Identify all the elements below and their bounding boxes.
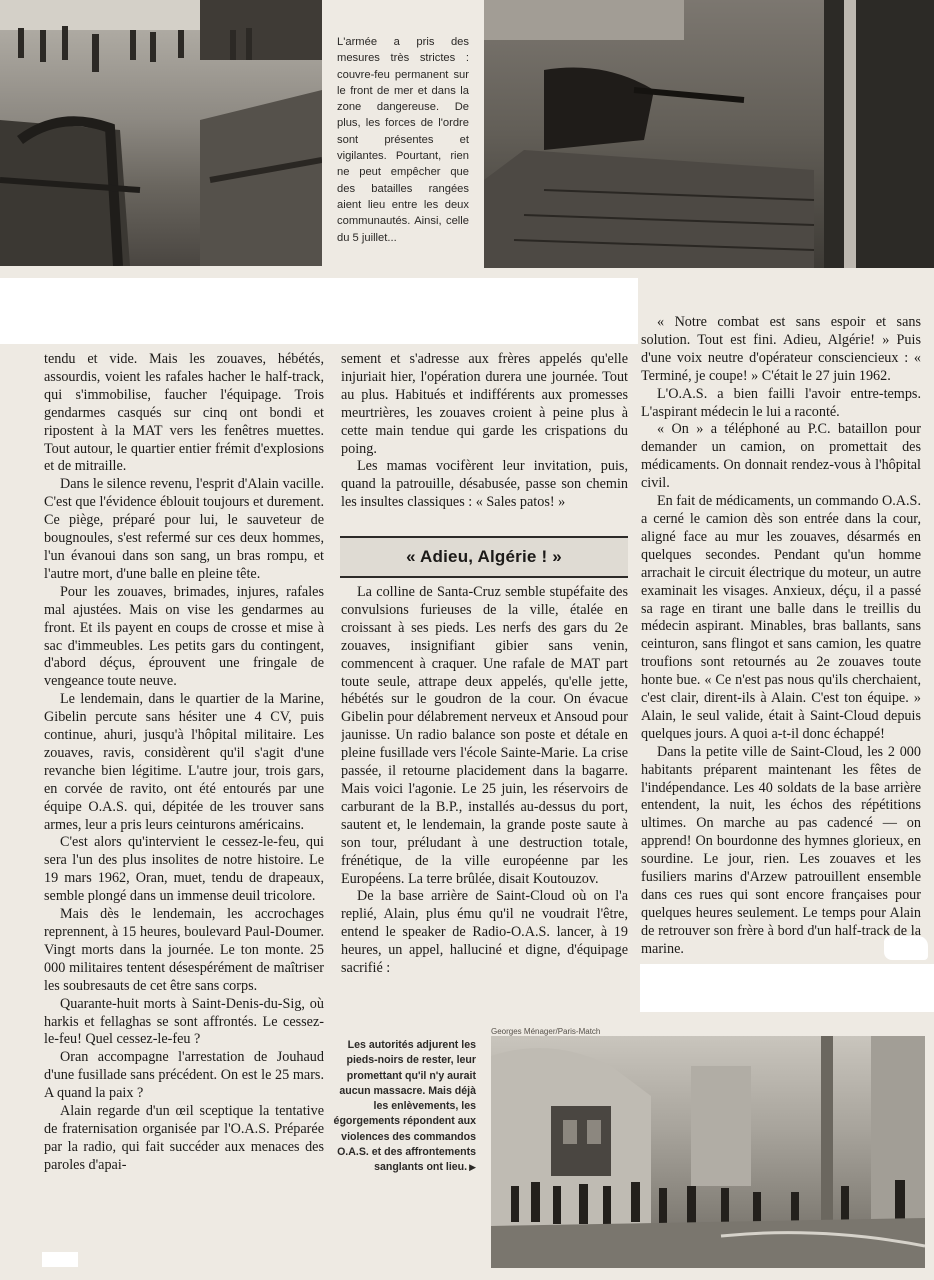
photo-credit: Georges Ménager/Paris-Match (491, 1027, 601, 1036)
col2-paragraph: Les mamas vocifèrent leur invitation, puis, quand la patrouille, désabusée, passe son chemin les insultes classiques : « Sales patos! » (341, 458, 628, 511)
col1-paragraph: Oran accompagne l'arrestation de Jouhaud d'une fusillade sans précédent. On est le 25 mars. A quand la paix ? (44, 1049, 324, 1102)
masked-area-top (0, 278, 638, 344)
section-heading-text: « Adieu, Algérie ! » (406, 547, 562, 566)
section-heading (340, 536, 628, 578)
top-photo-caption (337, 34, 469, 246)
street-soldiers-photo (0, 0, 322, 266)
street-crowd-photo (491, 1036, 925, 1268)
soldier-firing-photo (484, 0, 934, 268)
top-caption-text: L'armée a pris des mesures très strictes : couvre-feu permanent sur le front de mer et dans la zone dangereuse. De plus, les forces de l'ordre sont présentes et vigilantes. Pourtant, rien ne peut empêcher que des batailles rangées aient lieu entre les deux communautés. Ainsi, celle du 5 juillet... (337, 36, 469, 244)
col1-paragraph: tendu et vide. Mais les zouaves, hébétés, assourdis, voient les rafales hacher le half-track, qui s'immobilise, faucher l'équipage. Trois gendarmes casqués sur cinq ont bondi et ripostent à la MAT vers les fenêtres muettes. Tout autour, le quartier entier frémit d'explosions et de mitraille. (44, 351, 324, 475)
col1-paragraph: C'est alors qu'intervient le cessez-le-feu, qui sera l'un des plus insolites de notre histoire. Le 19 mars 1962, Oran, muet, tendu de drapeaux, semble plongé dans un immense deuil tricolore. (44, 834, 324, 905)
col2-paragraph: La colline de Santa-Cruz semble stupéfaite des convulsions furieuses de la ville, étalée en croissant à ses pieds. Les nerfs des gars du 2e zouaves, insignifiant gibier sans venin, commencent à craquer. Une rafale de MAT part toute seule, attrape deux appelés, qu'elle jette, hébétés sur le goudron de la cour. On évacue Gibelin pour délabrement nerveux et Ansoud pour jaunisse. Un radio balance son poste et détale en pleine fusillade vers l'école Sainte-Marie. La crise passée, il retourne placidement dans la bagarre. Mais voici l'agonie. Le 25 juin, les réservoirs de carburant de la B.P., installés au-dessus du port, sautent et, le lendemain, la grande poste saute à son tour, préludant à une destruction totale, frénétique, de la ville européenne par les Européens. La terre brûlée, disait Koutouzov. (341, 584, 628, 887)
col1-paragraph: Le lendemain, dans le quartier de la Marine, Gibelin percute sans hésiter une 4 CV, puis continue, ahuri, jusqu'à l'hôpital militaire. Les zouaves, ravis, considèrent qu'il s'agit d'une revanche bien légitime. L'autre jour, trois gars, en corvée de ravito, ont été entourés par une équipe O.A.S. qui, dépitée de les trouver sans armes, leur a pris leurs ceinturons américains. (44, 691, 324, 833)
col2-paragraph: sement et s'adresse aux frères appelés qu'elle injuriait hier, l'opération durera une journée. Tout au plus. Habitués et indifférents aux promesses meurtrières, les zouaves croient à peine plus à cette main tendue qui garde les crispations du poing. (341, 351, 628, 457)
col2-paragraph: De la base arrière de Saint-Cloud où on l'a replié, Alain, plus ému qu'il ne voudrait l'être, entend le speaker de Radio-O.A.S. lancer, à 19 heures, un appel, halluciné et digne, d'équipage sacrifié : (341, 888, 628, 977)
bottom-caption-text: Les autorités adjurent les pieds-noirs de rester, leur promettant qu'il n'y aurait aucun massacre. Mais déjà les enlèvements, les égorgements répondent aux violences des commandos O.A.S. et des affrontements sanglants ont lieu. (333, 1039, 476, 1174)
text-column-1 (44, 351, 324, 1237)
col1-paragraph: Mais dès le lendemain, les accrochages reprennent, à 15 heures, boulevard Paul-Doumer. Vingt morts dans la journée. Le ton monte. 25 000 militaires tentent désespérément de maîtriser les soubresauts de cet être sans corps. (44, 906, 324, 994)
col1-paragraph: Dans le silence revenu, l'esprit d'Alain vacille. C'est que l'évidence éblouit toujours et durement. Ce piège, préparé pour lui, le sauveteur de bougnoules, s'est refermé sur ces deux hommes, l'un évanoui dans son sang, un bras rompu, et l'autre mort, d'une balle en pleine tête. (44, 476, 324, 582)
col1-paragraph: Pour les zouaves, brimades, injures, rafales mal ajustées. Mais on vise les gendarmes au front. Et ils payent en coups de crosse et mise à sac d'immeubles. Les petits gars du contingent, d'abord déçus, éprouvent une fringale de vengeance toute neuve. (44, 583, 324, 690)
page-number-mask (42, 1252, 78, 1267)
bottom-photo-caption (330, 1038, 476, 1176)
col1-paragraph: Alain regarde d'un œil sceptique la tentative de fraternisation organisée par l'O.A.S. Préparée par la radio, qui fait succéder aux menaces des paroles d'apai- (44, 1103, 324, 1173)
masked-area-right (640, 964, 934, 1012)
col3-paragraph: En fait de médicaments, un commando O.A.S. a cerné le camion dès son entrée dans la cour, aligné face au mur les zouaves, désarmés en quelques secondes. Pendant qu'un homme arrachait le circuit électrique du moteur, un autre examinait les visages. Anxieux, déçu, il a passé sa rage en tirant une balle dans le treillis du médecin aspirant. Minables, bras ballants, sans ceinturon, sans flingot et sans camion, les quatre troufions sont retournés au 2e zouaves toute honte bue. « Ce n'est pas nous qu'ils cherchaient, c'est clair, dirent-ils à Alain. C'est ton équipe. » Alain, le seul valide, était à Saint-Cloud depuis quelques jours. A quoi a-t-il donc échappé! (641, 493, 921, 742)
col3-paragraph: « Notre combat est sans espoir et sans solution. Tout est fini. Adieu, Algérie! » Puis d'une voix neutre d'opérateur consciencieux : « Terminé, je coupe! » C'était le 27 juin 1962. (641, 314, 921, 384)
col1-paragraph: Quarante-huit morts à Saint-Denis-du-Sig, où harkis et fellaghas se sont affrontés. Le cessez-le-feu! Quel cessez-le-feu ? (44, 995, 324, 1048)
col3-paragraph: L'O.A.S. a bien failli l'avoir entre-temps. L'aspirant médecin le lui a raconté. (641, 385, 921, 420)
text-column-2-bottom (341, 584, 628, 1010)
col3-paragraph: Dans la petite ville de Saint-Cloud, les 2 000 habitants préparent maintenant les fêtes de l'indépendance. Les 40 soldats de la base arrière entendent, la nuit, les échos des répétitions ultimes. On marche au pas cadencé — on apprend! On bourdonne des hymnes glorieux, en sourdine. Le jour, rien. Les zouaves et les fusiliers marins d'Arzew patrouillent ensemble dans ces rues qui sont encore françaises pour quelques heures seulement. Le temps pour Alain de retrouver son frère à bord d'un half-track de la marine. (641, 743, 921, 957)
caption-arrow-icon: ▶ (469, 1162, 476, 1173)
text-column-2-top (341, 351, 628, 523)
text-column-3 (641, 314, 921, 964)
col3-paragraph: « On » a téléphoné au P.C. bataillon pour demander un camion, on promettait des médicaments. On donnait rendez-vous à l'hôpital civil. (641, 421, 921, 492)
